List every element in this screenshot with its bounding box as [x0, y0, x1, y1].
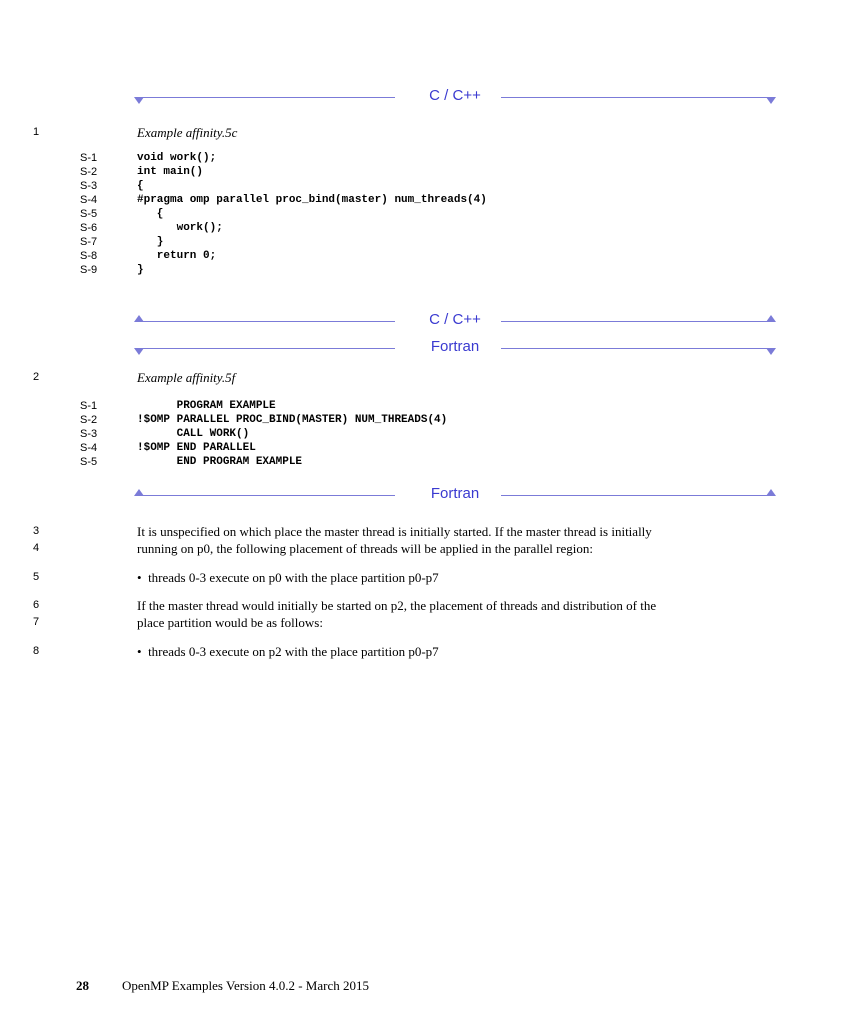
code-line-number: S-1	[80, 152, 98, 164]
paragraph-line: place partition would be as follows:	[137, 615, 323, 630]
example-caption: Example affinity.5f	[137, 370, 236, 385]
c-cpp-end-marker	[137, 311, 773, 328]
code-line: {	[137, 208, 164, 220]
line-number: 5	[33, 571, 40, 583]
code-line: PROGRAM EXAMPLE	[137, 400, 276, 412]
paragraph-line: It is unspecified on which place the master thread is initially started. If the master thread is initially	[137, 524, 652, 539]
code-line: return 0;	[137, 250, 217, 262]
code-line-number: S-2	[80, 414, 98, 426]
code-line-number: S-3	[80, 428, 98, 440]
code-line-number: S-2	[80, 166, 98, 178]
bullet-text: threads 0-3 execute on p2 with the place partition p0-p7	[148, 644, 439, 659]
code-line: }	[137, 264, 144, 276]
code-line-number: S-5	[80, 208, 98, 220]
bullet-text: threads 0-3 execute on p0 with the place partition p0-p7	[148, 570, 439, 585]
language-label: C / C++	[429, 87, 481, 104]
code-line-number: S-3	[80, 180, 98, 192]
paragraph-line: running on p0, the following placement of threads will be applied in the parallel region:	[137, 541, 593, 556]
language-label: Fortran	[430, 485, 480, 502]
footer-title: OpenMP Examples Version 4.0.2 - March 2015	[122, 978, 369, 993]
fortran-end-marker	[137, 485, 773, 502]
code-line-number: S-7	[80, 236, 98, 248]
line-number: 3	[33, 525, 40, 537]
code-line: work();	[137, 222, 223, 234]
body-paragraph	[137, 597, 777, 631]
code-line: int main()	[137, 166, 204, 178]
code-line: !$OMP PARALLEL PROC_BIND(MASTER) NUM_THREADS(4)	[137, 414, 448, 426]
code-line-number: S-1	[80, 400, 98, 412]
code-line: CALL WORK()	[137, 428, 250, 440]
line-number: 6	[33, 599, 40, 611]
code-line: END PROGRAM EXAMPLE	[137, 456, 303, 468]
code-line-number: S-4	[80, 194, 98, 206]
code-line-number: S-6	[80, 222, 98, 234]
code-line: }	[137, 236, 164, 248]
code-line-number: S-4	[80, 442, 98, 454]
language-label: Fortran	[430, 338, 480, 355]
c-cpp-begin-marker	[137, 87, 773, 104]
bullet-icon: •	[137, 644, 142, 659]
paragraph-line: If the master thread would initially be started on p2, the placement of threads and distribution of the	[137, 598, 657, 613]
code-line: {	[137, 180, 144, 192]
fortran-begin-marker	[137, 338, 773, 355]
code-line: #pragma omp parallel proc_bind(master) num_threads(4)	[137, 194, 487, 206]
body-paragraph	[137, 523, 777, 557]
page-number: 28	[76, 978, 89, 993]
code-line-number: S-9	[80, 264, 98, 276]
line-number: 7	[33, 616, 40, 628]
code-line: !$OMP END PARALLEL	[137, 442, 256, 454]
code-line-number: S-8	[80, 250, 98, 262]
bullet-item	[137, 643, 777, 660]
code-line-number: S-5	[80, 456, 98, 468]
bullet-item	[137, 569, 777, 586]
bullet-icon: •	[137, 570, 142, 585]
line-number: 1	[33, 126, 40, 138]
code-line: void work();	[137, 152, 217, 164]
language-label: C / C++	[429, 311, 481, 328]
example-caption: Example affinity.5c	[137, 125, 238, 140]
line-number: 2	[33, 371, 40, 383]
line-number: 4	[33, 542, 40, 554]
line-number: 8	[33, 645, 40, 657]
